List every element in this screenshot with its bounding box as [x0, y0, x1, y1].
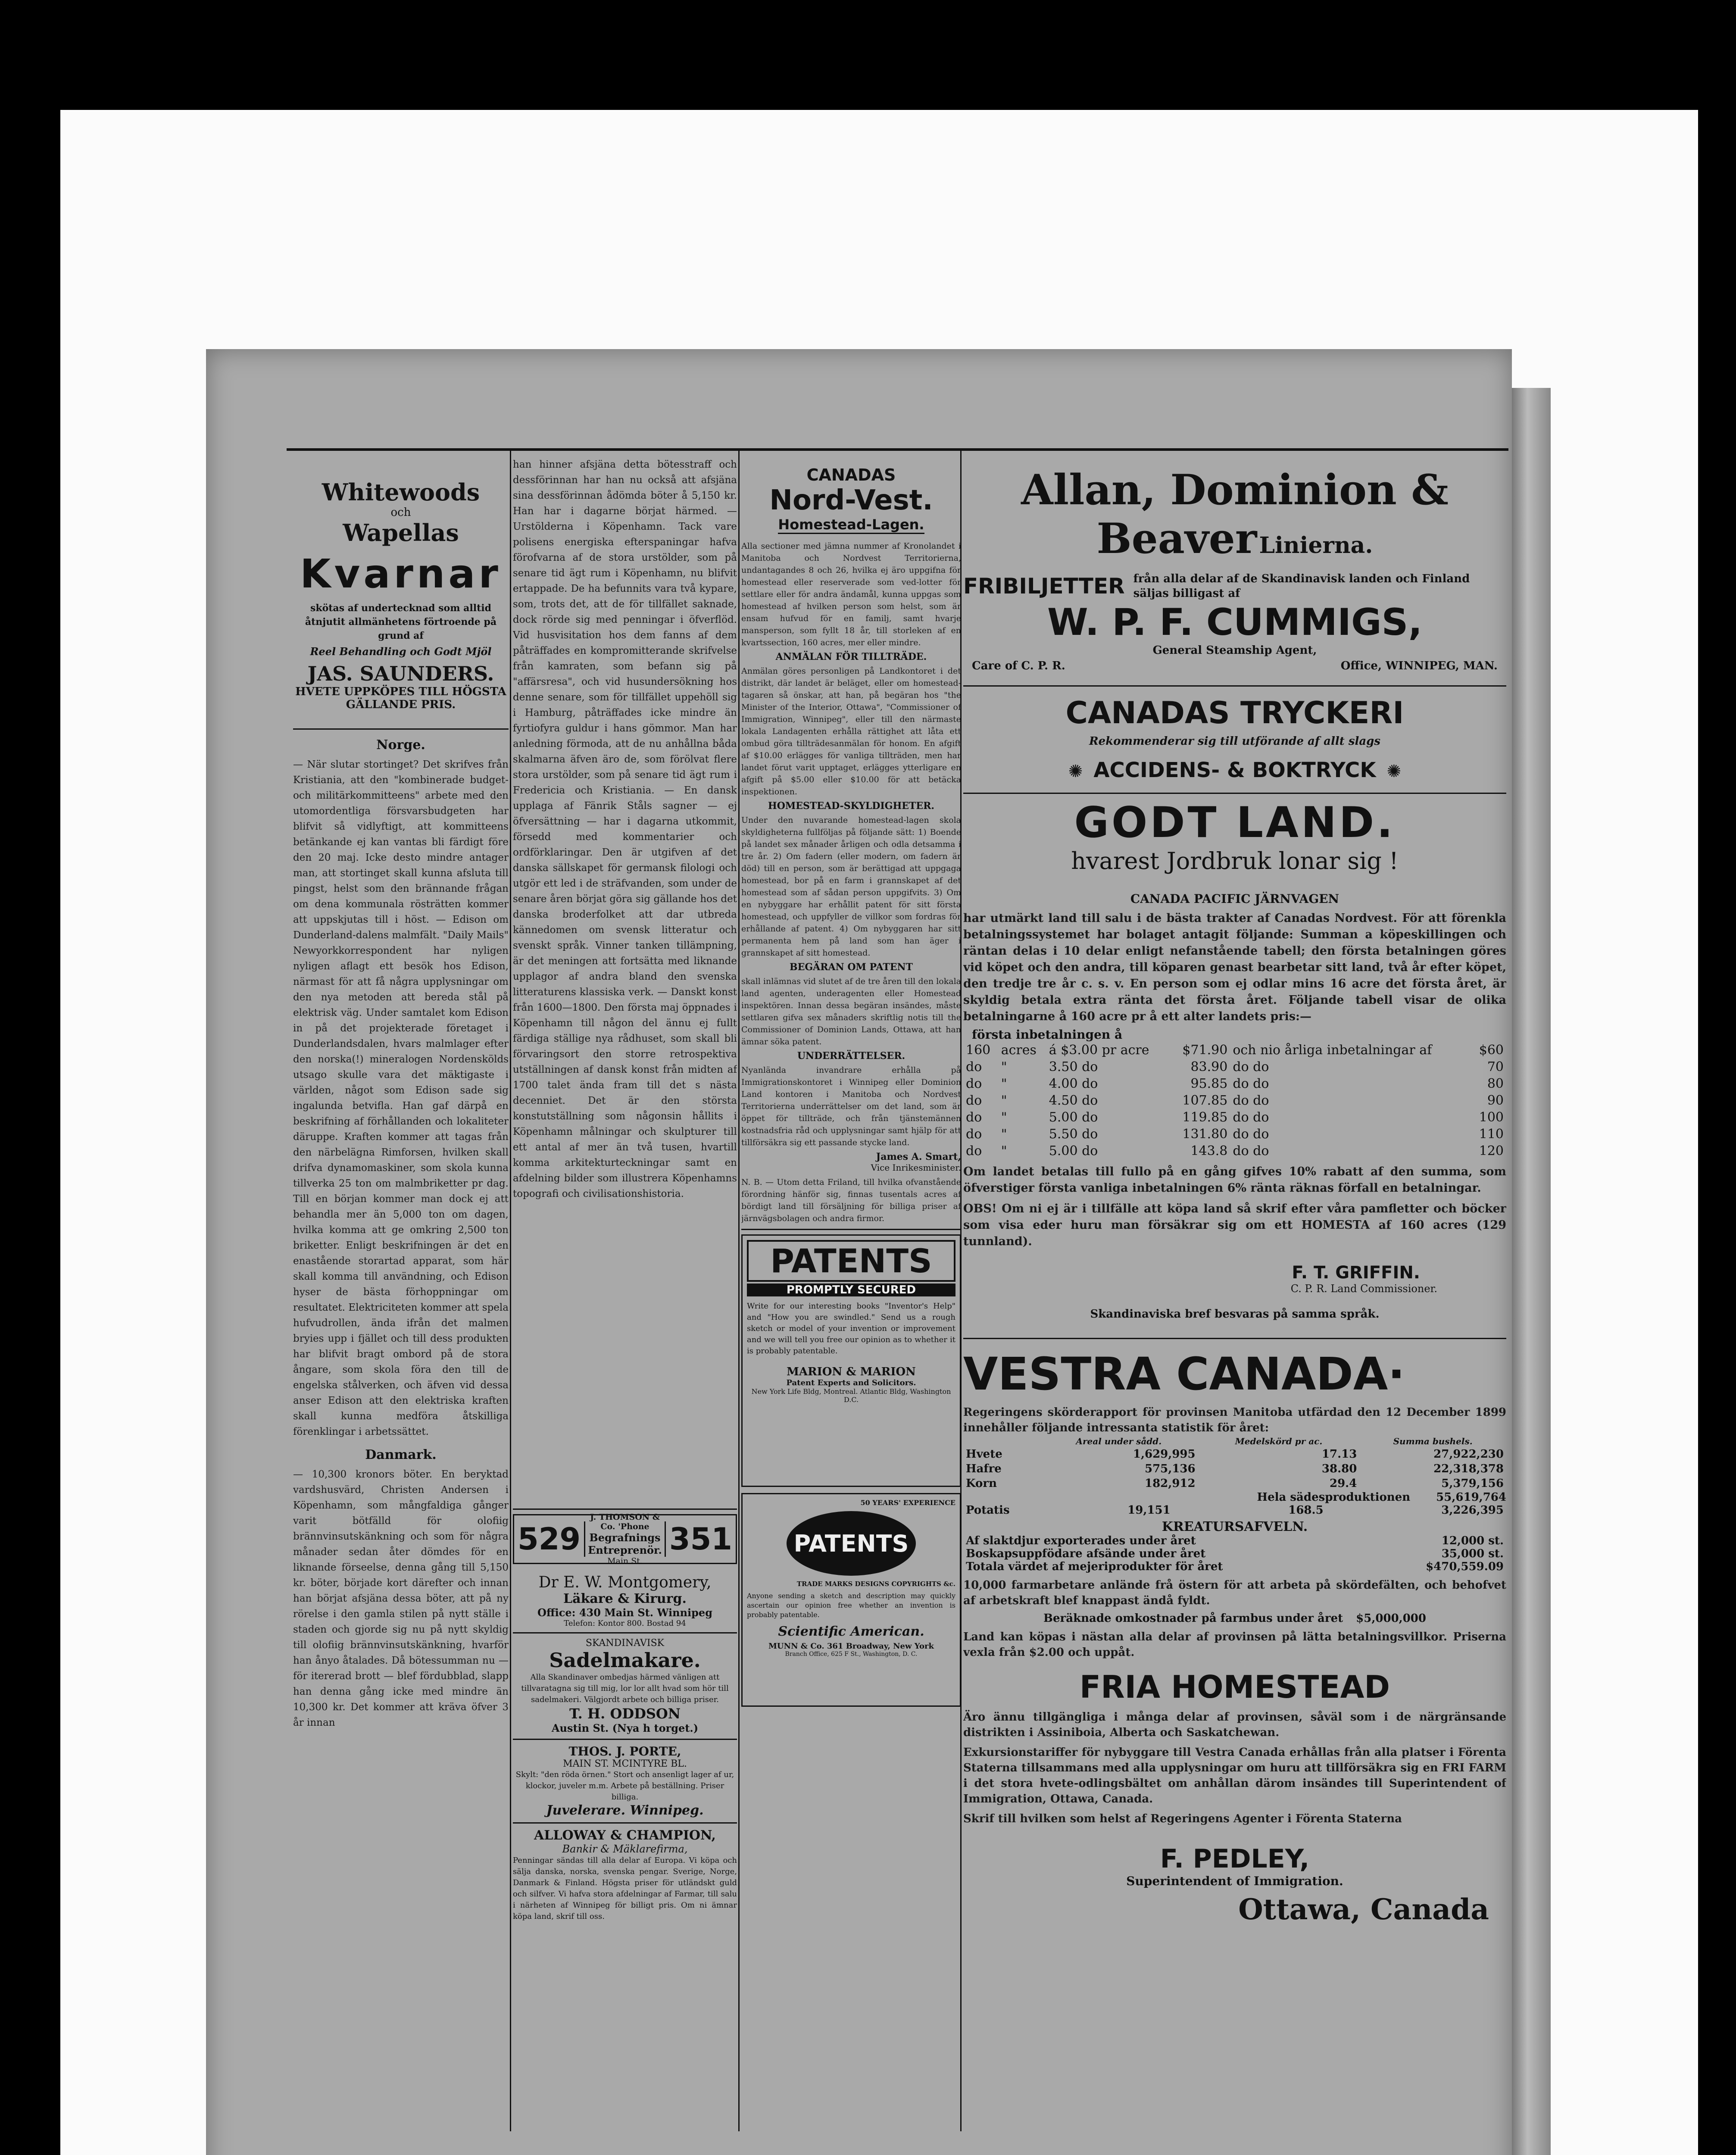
marion-title: MARION & MARION — [787, 1365, 916, 1378]
skandinaviska-brev: Skandinaviska bref besvaras på samma språk. — [1090, 1308, 1380, 1321]
section-norge: Norge. — [376, 737, 425, 753]
tryckeri-text: Rekommenderar sig till utförande af allt slags — [1089, 735, 1380, 748]
table-row — [963, 1075, 1506, 1092]
table-row — [963, 1447, 1506, 1462]
doctor-office: Office: 430 Main St. Winnipeg — [537, 1606, 712, 1619]
table-cell: " — [1001, 1127, 1007, 1142]
pat2-title: PATENTS — [793, 1530, 909, 1557]
table-cell: 131.80 — [1182, 1127, 1228, 1142]
column-header: Areal under sådd. — [1076, 1436, 1162, 1446]
marion-addr: New York Life Bldg, Montreal. Atlantic Bldg, Washington D.C. — [751, 1387, 951, 1404]
porte-text: Skylt: "den röda örnen." Stort och ansenligt lager af ur, klockor, juveler m.m. Arbete på beställning. Priser billiga. — [515, 1770, 734, 1802]
table-row — [963, 1143, 1506, 1159]
marion-sub: Patent Experts and Solicitors. — [786, 1378, 916, 1387]
signature-title: Vice Inrikesminister. — [871, 1162, 961, 1173]
danish-news-text: han hinner afsjäna detta bötesstraff och dessförinnan har han nu också att afsjäna sina dessförinnan ådömda böter å 5,150 kr. Han har i dagarne börjat härmed. — Urstölderna i Köpenhamn. Tack vare polisens energiska efterspaningar hafva förofvarna af de stora urstölder, som på senare tid ägt rum i Köpenhamn, nu blifvit ertappade. De ha befunnits vara två kypare, som, trots det, att de för tillfället saknade, dock rörde sig med penningar i öfverflöd. Vid husvisitation hos dem fanns af dem påträffades en kompromitterande skrifvelse från kamraten, som befann sig på "affärsresa", och vid husundersökning hos denne senare, som för tillfället uppehöll sig i Hamburg, påträffades icke mindre än fyrtiofyra guldur i hans gömmor. Man har anledning förmoda, att de nu anhållna båda skalmarna äfven äro de, som förölvat flere stora urstölder, som på senare tid ägt rum i Fredericia och Kristiania. — En dansk upplaga af Fänrik Ståls sagner — ej öfversättning — har i dagarna utkommit, försedd med kommentarier och ordförklaringar. Den är utgifven af det danska sällskapet för germansk filologi och utgör ett led i de sträfvanden, som under de senare åren börjat göra sig gällande hos det danska broderfolket att dar utbreda kännedomen om svensk litteratur och svenskt språk. Vinner tanken tillämpning, är det meningen att fortsätta med liknande upplagor af andra bland den svenska litteraturens klassiska verk. — Danskt konst från 1600—1800. Den första maj öppnades i Köpenhamn till någon del ännu ej fullt färdiga ställige nya rådhuset, som skall bli förvaringsort den storre retrospektiva utställningen af dansk konst från midten af 1700 talet ända fram till det s nästa decenniet. Det är den största konstutställning som någonsin hållits i Köpenhamn målningar och skulpturer till ett antal af mer än två tusen, hvartill komma arkitekturteckningar samt en afdelning bilder som illustrera Köpenhamns topografi och civilisationshistoria. — [513, 459, 737, 1199]
payment-table — [963, 1042, 1506, 1159]
list-item — [963, 1547, 1506, 1560]
table-cell: 29.4 — [1329, 1477, 1357, 1490]
fribiljetter-row — [963, 572, 1506, 601]
allan-beaver: Beaver — [1096, 514, 1257, 563]
table-cell: do do — [1233, 1143, 1269, 1159]
crop-table — [963, 1436, 1506, 1491]
danmark-text: — 10,300 kronors böter. En beryktad vardshusvärd, Christen Andersen i Köpenhamn, som mångfaldiga gånger varit bötfälld för olofiig brännvinsutskänkning och som för några månader sedan åter dömdes för en liknande förseelse, denna gång till 5,150 kr. böter, började kort därefter och innan han börjat afsjäna dessa böter, att på ny rörelse i den gamla stilen på nytt ställe i staden och gjorde sig nu på nytt skyldig till olofiig brännvinsutskänkning, hvarför han ånyo åtalades. Då bötessumman nu — för itererad brott — blef fördubblad, slapp han denna gång icke med mindre än 10,300 kr. Det kommer att kräva öfver 3 år innan — [293, 1469, 509, 1728]
thomson-addr: Main St. — [607, 1556, 643, 1566]
section-danmark: Danmark. — [365, 1447, 437, 1462]
sades-total-row — [963, 1491, 1506, 1504]
norge-text: — När slutar stortinget? Det skrifves från Kristiania, att den "kombinerade budget- och militärkommitteens" arbete med den utomordentliga försvarsbudgeten har blifvit så vidlyftigt, att kommitteens betänkande ej kan vantas bli färdigt före den 20 maj. Icke desto mindre antager man, att stortinget skall kunna afsluta till pingst, helst som den brännande frågan om dena kommunala rösträtten kommer att uppskjutas till i höst. — Edison om Dunderland-dalens malmfält. "Daily Mails" Newyorkkorrespondent har nyligen nyligen aflagt ett besök hos Edison, närmast för att få några upplysningar om den nya metoden att bereda stål på elektrisk väg. Under samtalet kom Edison in på det projekterade företaget i Dunderlandsdalen, hvars malmlager efter den norska(!) mineralogen Nordenskölds utsago skulle vara det mäktigaste i världen, något som Edison sade sig ingalunda betvifla. Han gaf därpå en beskrifning af förhållanden och lokaliteter däruppe. Kraften kommer att tagas från den närbelägna Rimforsen, hvilken skall drifva dynamomaskiner, som skola kunna tillverka 25 ton om malmbriketter pr dag. Till en början kommer man dock ej att behandla mer än 5,000 ton om dagen, hvilka komma att ge omkring 2,500 ton briketter. Enligt beskrifningen är det en enastående storartad apparat, som här skall komma till användning, och Edison hyser de bästa förhoppningar om resultatet. Elektriciteten kommer att spela hufvudrollen, ända ifrån det malmen bryies upp i fjället och till dess produkten har blifvit bragt ombord på de stora ångare, som skola föra den till de engelska stålverken, och äfven vid dessa anser Edison att den elektriska kraften skall kunna medföra åtskilliga förenklingar i arbetssättet. — [293, 759, 509, 1437]
pedley-title: Superintendent of Immigration. — [1126, 1874, 1343, 1888]
care-of: Care of C. P. R. — [972, 659, 1065, 672]
table-cell: 70 — [1487, 1059, 1504, 1074]
sadel-title: Sadelmakare. — [549, 1649, 701, 1672]
tryckeri-sub-row — [963, 758, 1506, 782]
sadelmakare-ad — [513, 1638, 737, 1734]
patents-ad-2 — [741, 1493, 961, 1707]
table-row — [963, 1109, 1506, 1126]
kvarnar-text: skötas af undertecknad som alltid åtnjutit allmänhetens förtroende på grund af — [305, 603, 497, 641]
patents-text: Write for our interesting books "Inventor's Help" and "How you are swindled." Send us a rough sketch or model of your invention or improvement and we will tell you free our opinion as to whether it is probably patentable. — [747, 1302, 955, 1355]
table-cell: " — [1001, 1093, 1007, 1108]
table-cell: Hvete — [966, 1448, 1002, 1461]
kvarnar-italic: Reel Behandling och Godt Mjöl — [310, 645, 492, 658]
list-item-value: 12,000 st. — [1441, 1534, 1504, 1547]
potatis-sum: 3,226,395 — [1441, 1504, 1504, 1517]
potatis-label: Potatis — [966, 1504, 1010, 1517]
table-cell: och nio årliga inbetalningar af — [1233, 1043, 1432, 1058]
thomson-number-left: 529 — [514, 1521, 585, 1557]
sadel-top: SKANDINAVISK — [585, 1638, 665, 1649]
porte-ad — [513, 1744, 737, 1818]
list-item-value: 35,000 st. — [1441, 1547, 1504, 1560]
kvarnar-ad — [293, 457, 509, 711]
table-cell: 1,629,995 — [1133, 1448, 1196, 1461]
nordvest-sub: Homestead-Lagen. — [778, 516, 924, 534]
ornament-right-icon: ✺ — [1386, 762, 1402, 781]
cummigs-title: General Steamship Agent, — [1152, 644, 1317, 657]
column-rule-1 — [510, 450, 511, 2131]
table-cell: 100 — [1479, 1110, 1504, 1125]
nb-text: N. B. — Utom detta Friland, till hvilka ofvanstående förordning hänför sig, finnas tusentals acres af bördigt land till försäljning för billiga priser af järnvägsbolagen och andra firmor. — [741, 1177, 961, 1223]
thomson-name: J. THOMSON & Co. 'Phone — [590, 1512, 660, 1531]
table-cell: 22,318,378 — [1433, 1462, 1504, 1475]
table-cell: do — [966, 1127, 982, 1142]
patent-text: skall inlämnas vid slutet af de tre åren till den lokala land agenten, underagenten eller Homestead inspektören. Innan dessa begäran insändes, måste settlaren gifva sex månaders skriftlig notis till the Commissioner of Dominion Lands, Ottawa, att han ämnar söka patent. — [741, 977, 961, 1046]
kvarnar-owner: JAS. SAUNDERS. — [307, 662, 494, 685]
table-cell: 5.50 do — [1049, 1127, 1098, 1142]
table-cell: 4.00 do — [1049, 1076, 1098, 1091]
exkursion-text: Exkursionstariffer för nybyggare till Vestra Canada erhållas från alla platser i Förenta Staterna tillsammans med alla upplysningar om huru att tillförsäkra sig en FRI FARM i det stora hvete-odlingsbältet om anhållan därom insändes till Superintendent of Immigration, Ottawa, Canada. — [963, 1746, 1506, 1805]
table-cell: 5,379,156 — [1441, 1477, 1504, 1490]
kreatur-title: KREATURSAFVELN. — [1161, 1519, 1308, 1534]
pat2-years: 50 YEARS' EXPERIENCE — [860, 1499, 955, 1507]
column-4 — [963, 457, 1506, 2138]
section-underrattelser: UNDERRÄTTELSER. — [797, 1050, 905, 1062]
table-row — [963, 1092, 1506, 1109]
column-3 — [741, 457, 961, 2138]
sadel-addr: Austin St. (Nya h torget.) — [551, 1722, 699, 1734]
table-cell: 119.85 — [1182, 1110, 1228, 1125]
porte-name: THOS. J. PORTE, — [568, 1744, 681, 1758]
table-cell: acres — [1001, 1043, 1037, 1058]
divider — [741, 1229, 961, 1230]
alloway-name: ALLOWAY & CHAMPION, — [534, 1828, 716, 1843]
table-cell: 120 — [1479, 1143, 1504, 1159]
table-header-row — [963, 1436, 1506, 1447]
fria-text: Äro ännu tillgängliga i många delar af provinsen, såväl som i de närgränsande distrikten i Assiniboia, Alberta och Saskatchewan. — [963, 1711, 1506, 1739]
allan-linierna: Linierna. — [1259, 532, 1373, 559]
porte-title: Juvelerare. Winnipeg. — [546, 1803, 704, 1818]
table-row — [963, 1476, 1506, 1491]
divider — [513, 1822, 737, 1824]
munn-branch: Branch Office, 625 F St., Washington, D. C. — [785, 1651, 918, 1658]
alloway-text: Penningar sändas till alla delar af Europa. Vi köpa och sälja danska, norska, svenska pengar. Sverige, Norge, Danmark & Finland. Högsta priser för utländskt guld och silfver. Vi hafva stora afdelningar af Farmar, till salu i närheten af Winnipeg för billigt pris. Om ni ämnar köpa land, skrif till oss. — [513, 1856, 737, 1921]
table-cell: 110 — [1479, 1127, 1504, 1142]
allan-line-2-wrap — [963, 514, 1506, 563]
thomson-number-right: 351 — [665, 1521, 736, 1557]
ornament-left-icon: ✺ — [1068, 762, 1083, 781]
table-cell: 143.8 — [1190, 1143, 1228, 1159]
kvarnar-name-2: Wapellas — [343, 519, 459, 547]
cpr-title: CANADA PACIFIC JÄRNVAGEN — [1130, 892, 1339, 906]
divider — [963, 1338, 1506, 1339]
column-rule-2 — [738, 450, 740, 2131]
column-header: Medelskörd pr ac. — [1235, 1436, 1323, 1446]
kvarnar-name-1: Whitewoods — [322, 478, 480, 506]
list-item-label: Boskapsuppfödare afsände under året — [966, 1547, 1206, 1560]
table-cell: 5.00 do — [1049, 1143, 1098, 1159]
patents-ad — [741, 1234, 961, 1487]
tryckeri-title: CANADAS TRYCKERI — [1065, 695, 1404, 731]
thomson-ad — [513, 1514, 737, 1564]
pat2-badge — [787, 1511, 916, 1576]
pat2-marks: TRADE MARKS DESIGNS COPYRIGHTS &c. — [796, 1580, 955, 1588]
table-cell: $60 — [1479, 1043, 1504, 1058]
table-cell: " — [1001, 1143, 1007, 1159]
alloway-title: Bankir & Mäklarefirma, — [562, 1843, 688, 1855]
fribiljetter-label: FRIBILJETTER — [963, 574, 1125, 599]
allan-line-1: Allan, Dominion & — [1021, 465, 1449, 514]
table-cell: " — [1001, 1076, 1007, 1091]
table-cell: do do — [1233, 1127, 1269, 1142]
top-rule — [287, 448, 1508, 451]
divider — [513, 1739, 737, 1740]
table-cell: 27,922,230 — [1433, 1448, 1504, 1461]
skrif-text: Skrif till hvilken som helst af Regeringens Agenter i Förenta Staterna — [963, 1812, 1402, 1825]
doctor-ad — [513, 1574, 737, 1628]
skyldighet-text: Under den nuvarande homestead-lagen skola skyldigheterna fullföljas på följande sätt: 1) Boende på landet sex månader årligen och odla detsamma i tre år. 2) Om fadern (eller modern, om fadern är död) till en person, som är berättigad att uppgaga homestead, bor på en farm i grannskapet af det homestead som af sådan person uppgifvits. 3) Om en nybyggare har erhållit patent för sitt första homestead, och uppfyller de villkor som fordras för erhållande af patent. 4) Om nybyggaren har sitt permanenta hem på land som han äger i grannskapet af sitt homestead. — [741, 815, 961, 958]
kvarnar-price: HVETE UPPKÖPES TILL HÖGSTA GÄLLANDE PRIS. — [295, 685, 506, 711]
law-text: Alla sectioner med jämna nummer af Kronolandet i Manitoba och Nordvest Territorierna, undantagandes 8 och 26, hvilka ej äro uppgifna för homestead eller reserverade som ved-lotter för settlare eller för andra ändamål, kunna uppgas som homestead af hvilken person som helst, som är ensam hufvud för en familj, samt hvarje mansperson, som fyllt 18 år, till storleken af en kvartssection, 160 acres, mer eller mindre. — [741, 541, 961, 647]
list-item — [963, 1534, 1506, 1547]
doctor-name: Dr E. W. Montgomery, — [538, 1574, 712, 1591]
table-cell: 575,136 — [1145, 1462, 1196, 1475]
table-cell: do — [966, 1110, 982, 1125]
table-row — [963, 1126, 1506, 1143]
table-cell: Korn — [966, 1477, 997, 1490]
scientific-american: Scientific American. — [778, 1624, 924, 1639]
table-cell: do do — [1233, 1110, 1269, 1125]
thomson-center — [585, 1512, 665, 1566]
sadel-owner: T. H. ODDSON — [569, 1705, 681, 1722]
land-text: Land kan köpas i nästan alla delar af provinsen på lätta betalningsvillkor. Priserna vexla från $2.00 och uppåt. — [963, 1630, 1506, 1659]
table-cell: 83.90 — [1190, 1059, 1228, 1074]
table-cell: 38.80 — [1321, 1462, 1357, 1475]
list-item-label: Totala värdet af mejeriprodukter för året — [966, 1560, 1223, 1573]
column-header: Summa bushels. — [1393, 1436, 1473, 1446]
table-cell: do do — [1233, 1059, 1269, 1074]
table-cell: 80 — [1487, 1076, 1504, 1091]
patents-title: PATENTS — [747, 1240, 955, 1282]
godt-land-sub: hvarest Jordbruk lonar sig ! — [1071, 847, 1399, 874]
table-cell: Hafre — [966, 1462, 1002, 1475]
section-patent: BEGÄRAN OM PATENT — [790, 962, 913, 973]
griffin-name: F. T. GRIFFIN. — [1292, 1263, 1420, 1283]
divider — [963, 685, 1506, 687]
nordvest-big: Nord-Vest. — [769, 484, 933, 516]
doctor-title: Läkare & Kirurg. — [563, 1591, 687, 1606]
table-cell: 182,912 — [1145, 1477, 1196, 1490]
divider — [293, 728, 509, 730]
cummigs-name: W. P. F. CUMMIGS, — [1047, 601, 1423, 644]
obs-text: OBS! Om ni ej är i tillfälle att köpa land så skrif efter våra pamfletter och böcker som visa eder huru man försäkrar sig om ett HOMESTA af 160 acres (129 tunnland). — [963, 1202, 1506, 1248]
farm-text: 10,000 farmarbetare anlände frå östern för att arbeta på skördefälten, och behofvet af arbetskraft blef knappast ändå fyldt. — [963, 1579, 1506, 1607]
alloway-ad — [513, 1828, 737, 1922]
table-row — [963, 1042, 1506, 1059]
patents-sub: PROMPTLY SECURED — [747, 1284, 955, 1296]
office: Office, WINNIPEG, MAN. — [1340, 659, 1498, 672]
potatis-area: 19,151 — [1127, 1504, 1171, 1517]
nordvest-header — [741, 457, 961, 534]
kvarnar-title: Kvarnar — [300, 551, 502, 597]
pedley-name: F. PEDLEY, — [1160, 1844, 1310, 1874]
table-cell: á $3.00 pr acre — [1049, 1043, 1149, 1058]
table-cell: " — [1001, 1059, 1007, 1074]
list-item-value: $470,559.09 — [1426, 1560, 1504, 1573]
table-cell: do — [966, 1093, 982, 1108]
kreatur-list — [963, 1534, 1506, 1573]
fria-homestead-title: FRIA HOMESTEAD — [1079, 1669, 1390, 1705]
tryckeri-sub: ACCIDENS- & BOKTRYCK — [1093, 758, 1376, 782]
kost-row — [963, 1612, 1506, 1625]
vestra-intro: Regeringens skörderapport för provinsen Manitoba utfärdad den 12 December 1899 innehåller följande intressanta statistik för året: — [963, 1406, 1506, 1434]
table-cell: " — [1001, 1110, 1007, 1125]
section-anmalan: ANMÄLAN FÖR TILLTRÄDE. — [775, 651, 927, 662]
fribiljetter-text: från alla delar af de Skandinavisk landen och Finland säljas billigast af — [1133, 572, 1470, 600]
pat2-text: Anyone sending a sketch and description may quickly ascertain our opinion free whether an invention is probably patentable. — [747, 1592, 955, 1619]
anmalan-text: Anmälan göres personligen på Landkontoret i det distrikt, där landet är beläget, eller om homestead-tagaren så önskar, att han, på begäran hos "the Minister of the Interior, Ottawa", "Commissioner of Immigration, Winnipeg", eller till den närmaste lokala Landagenten erhålla rättighet att låta ett ombud göra tillträdesanmälan för honom. En afgift af $10.00 erlägges för vanliga tillträden, men har landet förut varit upptaget, erlägges ytterligare en afgift på $5.00 eller $10.00 för att betäcka inspektionen. — [741, 666, 961, 796]
kost-value: $5,000,000 — [1356, 1612, 1426, 1625]
kost-label: Beräknade omkostnader på farmbus under året — [1043, 1612, 1343, 1625]
table-row — [963, 1059, 1506, 1075]
divider — [963, 793, 1506, 794]
cummigs-footer — [972, 659, 1498, 672]
potatis-avg: 168.5 — [1288, 1504, 1324, 1517]
table-row — [963, 1462, 1506, 1476]
table-cell: do — [966, 1076, 982, 1091]
griffin-title: C. P. R. Land Commissioner. — [1290, 1283, 1437, 1295]
table-cell: 160 — [966, 1043, 991, 1058]
allan-line-ad — [963, 457, 1506, 563]
table-cell: do — [966, 1059, 982, 1074]
sadel-text: Alla Skandinaver ombedjas härmed vänligen att tillvaratagna sig till mig, lor lor allt hvad som hör till sadelmakeri. Välgjordt arbete och billiga priser. — [521, 1673, 729, 1704]
sades-total: 55,619,764 — [1436, 1491, 1506, 1504]
underrattelser-text: Nyanlända invandrare erhålla på Immigrationskontoret i Winnipeg eller Dominion Land kontoren i Manitoba och Nordvest Territorierna underrättelser om det land, som är öppet för tillträde, och från tjänstemännen kostnadsfria råd och upplysningar samt hjälp för att tillförsäkra sig ett passande stycke land. — [741, 1065, 961, 1147]
table-cell: 4.50 do — [1049, 1093, 1098, 1108]
thomson-trade: Begrafnings Entreprenör. — [588, 1531, 662, 1556]
cpr-text: har utmärkt land till salu i de bästa trakter af Canadas Nordvest. För att förenkla betalningssystemet har bolaget antagit följande: Summan a köpeskillingen och räntan delas i 10 delar enligt nefanstående tabell; den första betalningen göres vid köpet och den andra, till köparen genast bearbetar sitt land, två år efter köpet, den tredje tre år c. s. v. En person som ej odlar mins 16 acre det första året, är skyldig betala extra ränta det första året. Följande tabell visar de olika betalningarne å 160 acre pr å ett alter landets pris:— — [963, 912, 1506, 1023]
kvarnar-och: och — [390, 506, 411, 519]
list-item — [963, 1560, 1506, 1573]
table-cell: $71.90 — [1182, 1043, 1228, 1058]
column-2 — [513, 457, 737, 2138]
cpr-after: Om landet betalas till fullo på en gång gifves 10% rabatt af den summa, som öfverstiger första vanliga inbetalningen 6% ränta räknas förfall en betalningar. — [963, 1165, 1506, 1195]
table-cell: do do — [1233, 1076, 1269, 1091]
table-cell: 107.85 — [1182, 1093, 1228, 1108]
potatis-row — [963, 1504, 1506, 1517]
nordvest-small: CANADAS — [806, 465, 896, 484]
table-cell: do — [966, 1143, 982, 1159]
column-header — [963, 1436, 1040, 1447]
list-item-label: Af slaktdjur exporterades under året — [966, 1534, 1196, 1547]
table-cell: 3.50 do — [1049, 1059, 1098, 1074]
porte-addr: MAIN ST. MCINTYRE BL. — [563, 1758, 687, 1769]
table-cell: 17.13 — [1321, 1448, 1357, 1461]
column-1 — [293, 457, 509, 2138]
table-cell: 95.85 — [1190, 1076, 1228, 1091]
signature-name: James A. Smart, — [876, 1151, 961, 1162]
vestra-canada-title: VESTRA CANADA· — [963, 1348, 1405, 1400]
table-heading: första inbetalningen å — [972, 1028, 1123, 1042]
paper-stack-edge — [1512, 388, 1551, 2155]
munn-address: MUNN & Co. 361 Broadway, New York — [768, 1642, 934, 1651]
godt-land: GODT LAND. — [1074, 798, 1396, 847]
sades-total-label: Hela sädesproduktionen — [1257, 1491, 1411, 1504]
table-cell: 5.00 do — [1049, 1110, 1098, 1125]
divider — [513, 1508, 737, 1510]
doctor-phone: Telefon: Kontor 800. Bostad 94 — [564, 1619, 686, 1628]
section-skyldighet: HOMESTEAD-SKYLDIGHETER. — [768, 800, 935, 812]
table-cell: do do — [1233, 1093, 1269, 1108]
divider — [513, 1632, 737, 1633]
pedley-addr: Ottawa, Canada — [1238, 1893, 1489, 1926]
table-cell: 90 — [1487, 1093, 1504, 1108]
